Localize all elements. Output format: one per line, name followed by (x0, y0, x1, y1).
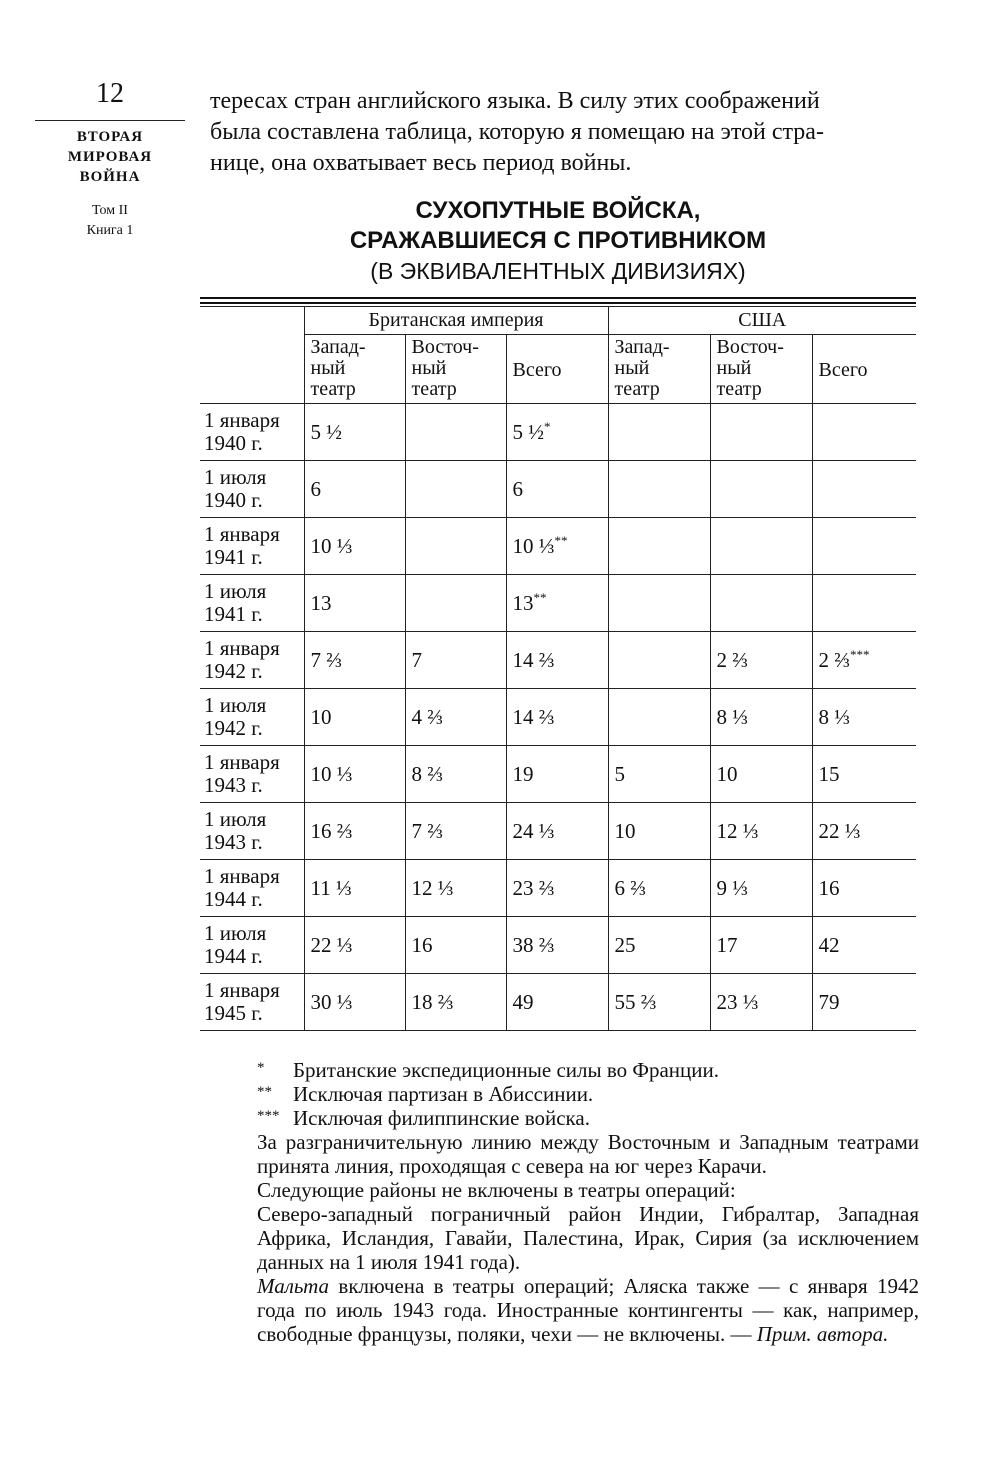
group-header-row (200, 307, 916, 335)
footnote-ref: *** (850, 647, 870, 662)
table-cell: 8 ⅓ (812, 689, 916, 746)
note-paragraph: За разграничительную линию между Восточным и Западным театрами принята линия, проходящая с севера на юг через Карачи. (257, 1130, 919, 1178)
table-cell (608, 632, 710, 689)
subheader-total: Всего (506, 335, 608, 404)
table-cell: 16 ⅔ (304, 803, 405, 860)
note-text: включена в театры операций; Аляска также — с января 1942 года по июль 1943 года. Иностранные контингенты — как, например, свободные французы, поляки, чехи — не включены. — (257, 1274, 919, 1346)
footnote (257, 1082, 919, 1106)
table-cell: 12 ⅓ (710, 803, 812, 860)
group-header-usa: США (608, 307, 916, 335)
table-cell: 2 ⅔ (710, 632, 812, 689)
book-title-line: МИРОВАЯ (67, 149, 153, 165)
table-cell: 4 ⅔ (405, 689, 506, 746)
table-row (200, 632, 916, 689)
table-cell: 30 ⅓ (304, 974, 405, 1031)
table-row (200, 461, 916, 518)
margin-column (20, 78, 200, 241)
row-date: 1 января 1945 г. (200, 974, 304, 1031)
footnote-mark: ** (257, 1084, 272, 1100)
subheader-east: Восточ- ный театр (405, 335, 506, 404)
table-row (200, 518, 916, 575)
footnote-text: Исключая партизан в Абиссинии. (293, 1082, 594, 1106)
table-cell: 49 (506, 974, 608, 1031)
table-cell (710, 461, 812, 518)
table-cell: 6 (304, 461, 405, 518)
table-subtitle: (В ЭКВИВАЛЕНТНЫХ ДИВИЗИЯХ) (370, 258, 746, 284)
row-date: 1 января 1942 г. (200, 632, 304, 689)
table-cell: 18 ⅔ (405, 974, 506, 1031)
volume-info (20, 201, 200, 241)
table-cell: 10 ⅓** (506, 518, 608, 575)
table-row (200, 689, 916, 746)
table-cell (812, 461, 916, 518)
table-row (200, 575, 916, 632)
table-cell: 8 ⅓ (710, 689, 812, 746)
page-number: 12 (96, 78, 124, 109)
table-cell: 2 ⅔*** (812, 632, 916, 689)
table-title-line2: СРАЖАВШИЕСЯ С ПРОТИВНИКОМ (349, 227, 767, 254)
table-cell: 5 (608, 746, 710, 803)
table-cell: 7 ⅔ (304, 632, 405, 689)
row-date: 1 июля 1943 г. (200, 803, 304, 860)
intro-line: нице, она охватывает весь период войны. (210, 150, 632, 176)
corner-cell (200, 307, 304, 404)
table-cell (710, 404, 812, 461)
table-cell: 13** (506, 575, 608, 632)
table-cell: 7 (405, 632, 506, 689)
row-date: 1 июля 1944 г. (200, 917, 304, 974)
note-paragraph (257, 1274, 919, 1346)
note-paragraph: Северо-западный пограничный район Индии, Гибралтар, Западная Африка, Исландия, Гавайи, Палестина, Ирак, Сирия (за исключением данных на 1 июля 1941 года). (257, 1202, 919, 1274)
table-cell: 6 (506, 461, 608, 518)
table-title-line1: СУХОПУТНЫЕ ВОЙСКА, (415, 197, 701, 224)
table-cell: 38 ⅔ (506, 917, 608, 974)
table-cell: 8 ⅔ (405, 746, 506, 803)
table-cell (405, 575, 506, 632)
row-date: 1 января 1940 г. (200, 404, 304, 461)
footnote (257, 1106, 919, 1130)
table-cell: 5 ½* (506, 404, 608, 461)
table-cell: 14 ⅔ (506, 632, 608, 689)
table-cell: 17 (710, 917, 812, 974)
table-row (200, 404, 916, 461)
row-date: 1 июля 1940 г. (200, 461, 304, 518)
row-date: 1 января 1943 г. (200, 746, 304, 803)
footnote-mark: * (257, 1060, 265, 1076)
footnote-ref: * (544, 419, 551, 434)
table-cell (608, 689, 710, 746)
table-cell: 5 ½ (304, 404, 405, 461)
book-title-line: ВТОРАЯ (76, 129, 144, 145)
footnote-text: Исключая филиппинские войска. (293, 1106, 590, 1130)
table-cell (710, 575, 812, 632)
table-cell: 7 ⅔ (405, 803, 506, 860)
table-row (200, 974, 916, 1031)
table-body (200, 404, 916, 1031)
table-cell (608, 404, 710, 461)
table-cell: 6 ⅔ (608, 860, 710, 917)
table-cell: 22 ⅓ (304, 917, 405, 974)
table-cell: 23 ⅔ (506, 860, 608, 917)
subheader-total: Всего (812, 335, 916, 404)
table-cell: 10 ⅓ (304, 746, 405, 803)
book-label: Книга 1 (86, 223, 134, 238)
running-book-title (20, 127, 200, 187)
table-cell (405, 461, 506, 518)
table-notes (257, 1058, 919, 1346)
table-cell: 22 ⅓ (812, 803, 916, 860)
table-cell: 14 ⅔ (506, 689, 608, 746)
note-paragraph: Следующие районы не включены в театры операций: (257, 1178, 736, 1202)
table-cell: 79 (812, 974, 916, 1031)
table-cell (812, 518, 916, 575)
table-cell: 15 (812, 746, 916, 803)
row-date: 1 января 1941 г. (200, 518, 304, 575)
subheader-row (200, 335, 916, 404)
footnote-ref: ** (533, 590, 547, 605)
table-cell: 10 ⅓ (304, 518, 405, 575)
footnote-text: Британские экспедиционные силы во Франции. (293, 1058, 720, 1082)
table-cell: 19 (506, 746, 608, 803)
book-title-line: ВОЙНА (79, 169, 141, 185)
intro-paragraph (210, 86, 922, 179)
note-italic-term: Мальта (257, 1274, 330, 1298)
subheader-west: Запад- ный театр (304, 335, 405, 404)
table-row (200, 917, 916, 974)
table-cell: 16 (812, 860, 916, 917)
table-top-rule (200, 302, 916, 304)
intro-line: тересах стран английского языка. В силу этих соображений (210, 88, 820, 114)
table-row (200, 746, 916, 803)
table-top-rule (200, 297, 916, 299)
intro-line: была составлена таблица, которую я помещаю на этой стра- (210, 119, 824, 145)
table-title (200, 196, 916, 286)
table-row (200, 803, 916, 860)
table-cell: 23 ⅓ (710, 974, 812, 1031)
table-cell (608, 461, 710, 518)
row-date: 1 июля 1942 г. (200, 689, 304, 746)
table-cell (710, 518, 812, 575)
table-cell: 42 (812, 917, 916, 974)
table-cell: 25 (608, 917, 710, 974)
table-cell (812, 575, 916, 632)
footnote (257, 1058, 919, 1082)
footnote-mark: *** (257, 1108, 280, 1124)
table-row (200, 860, 916, 917)
table-cell (405, 404, 506, 461)
table-cell: 12 ⅓ (405, 860, 506, 917)
table-cell: 13 (304, 575, 405, 632)
row-date: 1 января 1944 г. (200, 860, 304, 917)
group-header-british: Британская империя (304, 307, 608, 335)
table-cell: 10 (710, 746, 812, 803)
table-cell (812, 404, 916, 461)
table-cell (608, 518, 710, 575)
table-cell: 10 (608, 803, 710, 860)
table-cell: 11 ⅓ (304, 860, 405, 917)
table-cell: 24 ⅓ (506, 803, 608, 860)
margin-divider (35, 120, 185, 121)
table-cell: 9 ⅓ (710, 860, 812, 917)
table-cell (608, 575, 710, 632)
table-cell (405, 518, 506, 575)
row-date: 1 июля 1941 г. (200, 575, 304, 632)
table-cell: 16 (405, 917, 506, 974)
divisions-table (200, 306, 916, 1031)
table-cell: 10 (304, 689, 405, 746)
table-cell: 55 ⅔ (608, 974, 710, 1031)
author-note-mark: Прим. автора. (756, 1322, 889, 1346)
volume-label: Том II (92, 203, 128, 218)
footnote-ref: ** (554, 533, 568, 548)
subheader-east: Восточ- ный театр (710, 335, 812, 404)
subheader-west: Запад- ный театр (608, 335, 710, 404)
